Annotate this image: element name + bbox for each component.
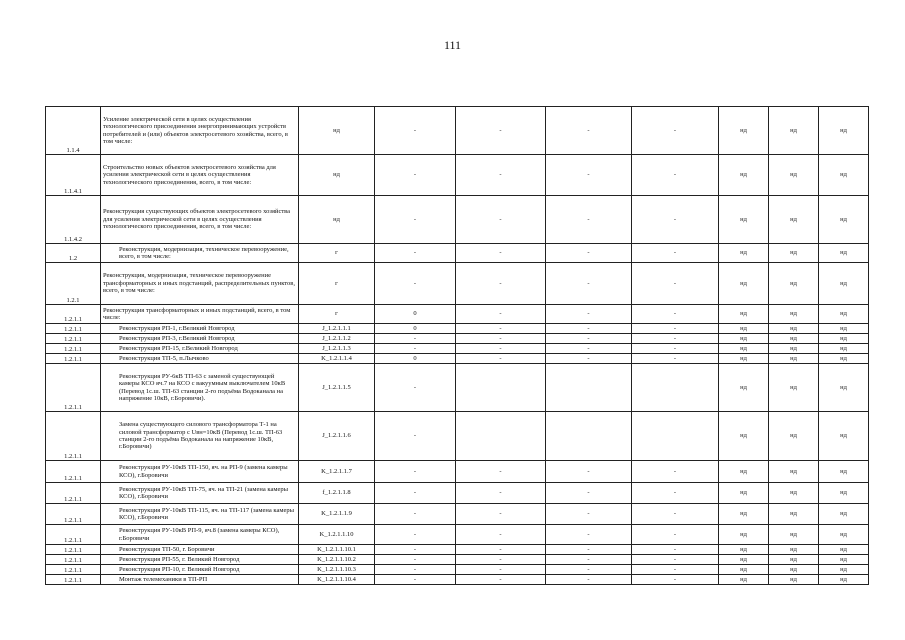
row-value-cell: - xyxy=(632,504,719,525)
row-value-cell: - xyxy=(456,344,546,354)
row-nd-cell: нд xyxy=(819,244,869,263)
row-nd-cell: нд xyxy=(769,305,819,324)
row-value-cell: - xyxy=(632,565,719,575)
row-nd-cell: нд xyxy=(769,196,819,244)
row-value-cell: - xyxy=(546,555,632,565)
row-identifier-cell: г xyxy=(299,263,375,305)
row-nd-cell: нд xyxy=(819,263,869,305)
table-row xyxy=(46,107,869,155)
row-value-cell xyxy=(632,364,719,412)
row-value-cell: 0 xyxy=(375,354,456,364)
row-value-cell: - xyxy=(632,525,719,545)
row-value-cell xyxy=(456,364,546,412)
row-nd-cell: нд xyxy=(719,107,769,155)
row-value-cell: - xyxy=(546,525,632,545)
row-value-cell: - xyxy=(632,196,719,244)
row-value-cell: - xyxy=(632,483,719,504)
row-nd-cell: нд xyxy=(769,364,819,412)
row-nd-cell: нд xyxy=(819,565,869,575)
table-body xyxy=(46,107,869,585)
row-nd-cell: нд xyxy=(819,555,869,565)
row-value-cell: - xyxy=(375,483,456,504)
table-row xyxy=(46,461,869,483)
table-row xyxy=(46,525,869,545)
row-nd-cell: нд xyxy=(769,545,819,555)
row-value-cell: - xyxy=(546,575,632,585)
row-value-cell xyxy=(632,412,719,461)
row-nd-cell: нд xyxy=(769,155,819,196)
row-nd-cell: нд xyxy=(719,196,769,244)
row-value-cell: - xyxy=(456,334,546,344)
row-value-cell: - xyxy=(546,196,632,244)
row-nd-cell: нд xyxy=(819,107,869,155)
row-nd-cell: нд xyxy=(719,483,769,504)
row-code-cell: 1.2.1.1 xyxy=(46,364,101,412)
row-value-cell: - xyxy=(375,364,456,412)
row-nd-cell: нд xyxy=(819,575,869,585)
row-nd-cell: нд xyxy=(769,575,819,585)
row-value-cell: - xyxy=(456,305,546,324)
investment-program-table xyxy=(45,106,869,585)
row-nd-cell: нд xyxy=(719,263,769,305)
row-value-cell: - xyxy=(632,555,719,565)
table-row xyxy=(46,555,869,565)
table-row xyxy=(46,354,869,364)
row-value-cell: - xyxy=(632,344,719,354)
row-value-cell: - xyxy=(456,545,546,555)
row-code-cell: 1.2.1.1 xyxy=(46,334,101,344)
row-code-cell: 1.2.1.1 xyxy=(46,504,101,525)
row-value-cell: - xyxy=(546,334,632,344)
row-nd-cell: нд xyxy=(819,545,869,555)
row-identifier-cell: K_1.2.1.1.4 xyxy=(299,354,375,364)
row-value-cell: - xyxy=(456,196,546,244)
row-name-cell: Усиление электрической сети в целях осуществления технологического присоединения энергопринимающих устройств потребителей и (или) объектов электросетевого хозяйства, всего, в том числе: xyxy=(101,107,299,155)
row-value-cell: - xyxy=(632,263,719,305)
row-identifier-cell: K_1.2.1.1.9 xyxy=(299,504,375,525)
row-value-cell: - xyxy=(546,324,632,334)
row-name-cell: Реконструкция ТП-5, п.Лычково xyxy=(101,354,299,364)
row-value-cell: - xyxy=(375,107,456,155)
row-value-cell: - xyxy=(546,504,632,525)
row-identifier-cell: K_1.2.1.1.10.2 xyxy=(299,555,375,565)
row-identifier-cell: K_1.2.1.1.10.1 xyxy=(299,545,375,555)
row-value-cell: - xyxy=(546,354,632,364)
row-nd-cell: нд xyxy=(769,461,819,483)
row-value-cell xyxy=(546,364,632,412)
row-nd-cell: нд xyxy=(819,525,869,545)
row-name-cell: Реконструкция РП-15, г.Великий Новгород xyxy=(101,344,299,354)
table-row xyxy=(46,263,869,305)
row-value-cell: - xyxy=(456,461,546,483)
table-row xyxy=(46,324,869,334)
table-row xyxy=(46,545,869,555)
row-name-cell: Реконструкция РУ-10кВ ТП-115, яч. на ТП-117 (замена камеры КСО), г.Боровичи xyxy=(101,504,299,525)
row-nd-cell: нд xyxy=(719,364,769,412)
row-nd-cell: нд xyxy=(819,324,869,334)
row-name-cell: Реконструкция трансформаторных и иных подстанций, всего, в том числе: xyxy=(101,305,299,324)
row-value-cell: - xyxy=(632,575,719,585)
row-code-cell: 1.2.1.1 xyxy=(46,344,101,354)
row-nd-cell: нд xyxy=(769,334,819,344)
row-value-cell: - xyxy=(456,244,546,263)
row-identifier-cell: нд xyxy=(299,155,375,196)
row-value-cell: - xyxy=(456,555,546,565)
row-value-cell: 0 xyxy=(375,324,456,334)
row-value-cell: - xyxy=(546,344,632,354)
table-row xyxy=(46,364,869,412)
row-value-cell: - xyxy=(546,107,632,155)
row-name-cell: Реконструкция РП-55, г. Великий Новгород xyxy=(101,555,299,565)
row-value-cell: - xyxy=(546,545,632,555)
row-nd-cell: нд xyxy=(769,565,819,575)
row-value-cell: - xyxy=(375,196,456,244)
row-nd-cell: нд xyxy=(819,344,869,354)
row-value-cell: - xyxy=(375,155,456,196)
row-code-cell: 1.2.1.1 xyxy=(46,545,101,555)
row-value-cell: - xyxy=(456,263,546,305)
row-name-cell: Монтаж телемеханики в ТП-РП xyxy=(101,575,299,585)
row-nd-cell: нд xyxy=(819,504,869,525)
row-name-cell: Реконструкция, модернизация, техническое перевооружение, всего, в том числе: xyxy=(101,244,299,263)
row-identifier-cell: J_1.2.1.1.1 xyxy=(299,324,375,334)
row-value-cell: - xyxy=(632,244,719,263)
row-identifier-cell: J_1.2.1.1.6 xyxy=(299,412,375,461)
row-name-cell: Строительство новых объектов электросетевого хозяйства для усиления электрической сети в целях осуществления технологического присоединения, всего, в том числе: xyxy=(101,155,299,196)
row-nd-cell: нд xyxy=(769,107,819,155)
row-nd-cell: нд xyxy=(769,244,819,263)
row-identifier-cell: г xyxy=(299,244,375,263)
row-code-cell: 1.2.1.1 xyxy=(46,305,101,324)
row-name-cell: Реконструкция существующих объектов электросетевого хозяйства для усиления электрической сети в целях осуществления технологического присоединения, всего, в том числе: xyxy=(101,196,299,244)
row-nd-cell: нд xyxy=(819,461,869,483)
row-name-cell: Замена существующего силового трансформатора Т-1 на силовой трансформатор с Uвн=10кВ (Перевод 1с.ш. ТП-63 станции 2-го подъёма Водоканала на напряжение 10кВ, г.Боровичи) xyxy=(101,412,299,461)
row-code-cell: 1.1.4.1 xyxy=(46,155,101,196)
row-nd-cell: нд xyxy=(819,354,869,364)
row-name-cell: Реконструкция РУ-6кВ ТП-63 с заменой существующей камеры КСО яч.7 на КСО с вакуумным выключателем 10кВ (Перевод 1с.ш. ТП-63 станции 2-го подъёма Водоканала на напряжение 10кВ, г.Боровичи). xyxy=(101,364,299,412)
row-nd-cell: нд xyxy=(819,196,869,244)
row-value-cell: - xyxy=(632,354,719,364)
row-identifier-cell: нд xyxy=(299,107,375,155)
row-name-cell: Реконструкция РП-10, г. Великий Новгород xyxy=(101,565,299,575)
row-value-cell: - xyxy=(546,155,632,196)
row-value-cell: - xyxy=(546,483,632,504)
row-nd-cell: нд xyxy=(719,412,769,461)
row-code-cell: 1.1.4 xyxy=(46,107,101,155)
row-code-cell: 1.2.1.1 xyxy=(46,483,101,504)
row-identifier-cell: K_1.2.1.1.10.3 xyxy=(299,565,375,575)
row-code-cell: 1.2.1 xyxy=(46,263,101,305)
row-value-cell: - xyxy=(456,575,546,585)
row-value-cell: - xyxy=(546,305,632,324)
row-nd-cell: нд xyxy=(819,483,869,504)
row-value-cell: 0 xyxy=(375,305,456,324)
row-value-cell: - xyxy=(375,461,456,483)
row-identifier-cell: г xyxy=(299,305,375,324)
table-row xyxy=(46,344,869,354)
row-nd-cell: нд xyxy=(719,555,769,565)
row-nd-cell: нд xyxy=(819,305,869,324)
table-row xyxy=(46,575,869,585)
row-name-cell: Реконструкция РП-1, г.Великий Новгород xyxy=(101,324,299,334)
row-code-cell: 1.2.1.1 xyxy=(46,555,101,565)
row-nd-cell: нд xyxy=(719,324,769,334)
row-nd-cell: нд xyxy=(719,334,769,344)
row-nd-cell: нд xyxy=(769,354,819,364)
row-value-cell xyxy=(546,412,632,461)
table-row xyxy=(46,412,869,461)
row-nd-cell: нд xyxy=(719,155,769,196)
row-value-cell: - xyxy=(456,483,546,504)
row-value-cell: - xyxy=(632,107,719,155)
row-value-cell: - xyxy=(456,354,546,364)
row-identifier-cell: K_1.2.1.1.10 xyxy=(299,525,375,545)
row-nd-cell: нд xyxy=(769,483,819,504)
row-code-cell: 1.2.1.1 xyxy=(46,461,101,483)
row-nd-cell: нд xyxy=(819,364,869,412)
table-row xyxy=(46,305,869,324)
row-value-cell: - xyxy=(375,334,456,344)
row-nd-cell: нд xyxy=(719,565,769,575)
row-nd-cell: нд xyxy=(819,412,869,461)
row-name-cell: Реконструкция ТП-50, г. Боровичи xyxy=(101,545,299,555)
row-nd-cell: нд xyxy=(769,525,819,545)
row-value-cell: - xyxy=(375,575,456,585)
row-code-cell: 1.2.1.1 xyxy=(46,324,101,334)
table-row xyxy=(46,244,869,263)
row-value-cell: - xyxy=(375,344,456,354)
row-nd-cell: нд xyxy=(719,461,769,483)
row-code-cell: 1.2.1.1 xyxy=(46,565,101,575)
row-nd-cell: нд xyxy=(719,244,769,263)
row-code-cell: 1.1.4.2 xyxy=(46,196,101,244)
row-value-cell: - xyxy=(546,244,632,263)
row-identifier-cell: K_1.2.1.1.7 xyxy=(299,461,375,483)
row-value-cell: - xyxy=(375,263,456,305)
row-code-cell: 1.2.1.1 xyxy=(46,525,101,545)
row-nd-cell: нд xyxy=(719,354,769,364)
table-row xyxy=(46,155,869,196)
row-identifier-cell: J_1.2.1.1.2 xyxy=(299,334,375,344)
row-nd-cell: нд xyxy=(719,305,769,324)
row-value-cell: - xyxy=(546,263,632,305)
row-value-cell: - xyxy=(632,545,719,555)
row-code-cell: 1.2.1.1 xyxy=(46,412,101,461)
row-value-cell: - xyxy=(632,305,719,324)
row-code-cell: 1.2.1.1 xyxy=(46,354,101,364)
row-nd-cell: нд xyxy=(719,344,769,354)
row-value-cell: - xyxy=(375,244,456,263)
row-value-cell: - xyxy=(375,525,456,545)
row-nd-cell: нд xyxy=(769,504,819,525)
row-value-cell: - xyxy=(375,555,456,565)
row-name-cell: Реконструкция, модернизация, техническое перевооружение трансформаторных и иных подстанций, распределительных пунктов, всего, в том числе: xyxy=(101,263,299,305)
row-name-cell: Реконструкция РП-3, г.Великий Новгород xyxy=(101,334,299,344)
row-identifier-cell: K_1.2.1.1.10.4 xyxy=(299,575,375,585)
row-value-cell: - xyxy=(632,324,719,334)
row-value-cell: - xyxy=(375,504,456,525)
row-value-cell: - xyxy=(632,155,719,196)
row-value-cell: - xyxy=(375,545,456,555)
table-row xyxy=(46,196,869,244)
row-nd-cell: нд xyxy=(719,575,769,585)
row-value-cell: - xyxy=(456,324,546,334)
table-row xyxy=(46,334,869,344)
page-number: 111 xyxy=(443,38,462,52)
row-nd-cell: нд xyxy=(719,525,769,545)
row-nd-cell: нд xyxy=(719,504,769,525)
row-value-cell xyxy=(456,412,546,461)
row-nd-cell: нд xyxy=(719,545,769,555)
row-identifier-cell: f_1.2.1.1.8 xyxy=(299,483,375,504)
row-nd-cell: нд xyxy=(769,412,819,461)
row-nd-cell: нд xyxy=(769,555,819,565)
row-nd-cell: нд xyxy=(769,324,819,334)
row-nd-cell: нд xyxy=(769,344,819,354)
row-nd-cell: нд xyxy=(769,263,819,305)
row-value-cell: - xyxy=(456,504,546,525)
row-identifier-cell: J_1.2.1.1.3 xyxy=(299,344,375,354)
row-code-cell: 1.2.1.1 xyxy=(46,575,101,585)
row-name-cell: Реконструкция РУ-10кВ РП-9, яч.8 (замена камеры КСО), г.Боровичи xyxy=(101,525,299,545)
table-row xyxy=(46,565,869,575)
row-value-cell: - xyxy=(456,155,546,196)
row-nd-cell: нд xyxy=(819,155,869,196)
row-nd-cell: нд xyxy=(819,334,869,344)
row-value-cell: - xyxy=(632,334,719,344)
row-value-cell: - xyxy=(546,461,632,483)
row-value-cell: - xyxy=(456,565,546,575)
row-value-cell: - xyxy=(375,565,456,575)
row-name-cell: Реконструкция РУ-10кВ ТП-75, яч. на ТП-21 (замена камеры КСО), г.Боровичи xyxy=(101,483,299,504)
row-value-cell: - xyxy=(456,525,546,545)
row-identifier-cell: нд xyxy=(299,196,375,244)
row-value-cell: - xyxy=(632,461,719,483)
row-name-cell: Реконструкция РУ-10кВ ТП-150, яч. на РП-9 (замена камеры КСО), г.Боровичи xyxy=(101,461,299,483)
table-row xyxy=(46,504,869,525)
table-row xyxy=(46,483,869,504)
row-code-cell: 1.2 xyxy=(46,244,101,263)
row-value-cell: - xyxy=(375,412,456,461)
row-identifier-cell: J_1.2.1.1.5 xyxy=(299,364,375,412)
row-value-cell: - xyxy=(546,565,632,575)
row-value-cell: - xyxy=(456,107,546,155)
